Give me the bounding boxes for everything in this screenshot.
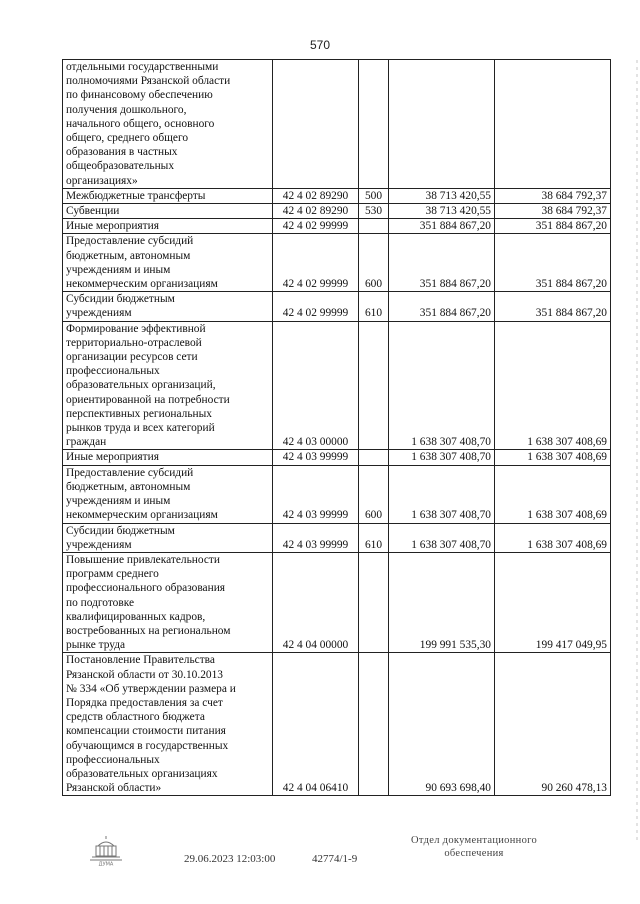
expense-type-cell: 500 [359, 188, 389, 203]
budget-table [62, 59, 611, 796]
item-name-cell [63, 321, 273, 450]
amount-2025-cell: 351 884 867,20 [495, 234, 611, 292]
amount-2025-cell [495, 60, 611, 189]
item-name-cell [63, 204, 273, 219]
item-name-line: бюджетным, автономным [66, 480, 191, 493]
item-name-line: учреждениям и иным [66, 263, 171, 276]
expense-type-cell: 600 [359, 465, 389, 523]
item-name-line: обучающимся в государственных [66, 739, 229, 752]
item-name-line: Субвенции [66, 205, 120, 218]
table-row [63, 321, 611, 450]
item-name-line: некоммерческим организациям [66, 278, 218, 291]
budget-code-cell: 42 4 02 99999 [273, 219, 359, 234]
table-row [63, 188, 611, 203]
footer-date: 29.06.2023 12:03:00 [184, 853, 276, 865]
budget-table-body [63, 60, 611, 796]
item-name-line: бюджетным, автономным [66, 249, 191, 262]
item-name-line: некоммерческим организациям [66, 509, 218, 522]
amount-2024-cell: 1 638 307 408,70 [389, 523, 495, 552]
amount-2025-cell: 351 884 867,20 [495, 219, 611, 234]
budget-code-cell: 42 4 02 99999 [273, 234, 359, 292]
amount-2024-cell: 351 884 867,20 [389, 219, 495, 234]
item-name-cell [63, 234, 273, 292]
amount-2024-cell: 38 713 420,55 [389, 204, 495, 219]
item-name-line: Предоставление субсидий [66, 466, 194, 479]
stamp-line-2: обеспечения [444, 848, 504, 859]
duma-logo-icon [86, 836, 126, 866]
budget-code-cell: 42 4 02 89290 [273, 204, 359, 219]
item-name-line: полномочиями Рязанской области [66, 75, 231, 88]
item-name-line: профессионального образования [66, 582, 226, 595]
item-name-line: Рязанской области от 30.10.2013 [66, 668, 223, 681]
item-name-cell [63, 219, 273, 234]
item-name-line: образования в частных [66, 146, 178, 159]
item-name-line: по подготовке [66, 596, 135, 609]
item-name-line: программ среднего [66, 568, 159, 581]
item-name-line: учреждениям [66, 307, 132, 320]
item-name-line: Межбюджетные трансферты [66, 189, 206, 202]
item-name-line: Иные мероприятия [66, 220, 159, 233]
budget-code-cell: 42 4 04 06410 [273, 653, 359, 796]
item-name-line: образовательных организаций, [66, 379, 216, 392]
table-row [63, 653, 611, 796]
item-name-line: компенсации стоимости питания [66, 725, 226, 738]
amount-2025-cell: 351 884 867,20 [495, 292, 611, 321]
item-name-cell [63, 523, 273, 552]
item-name-line: Субсидии бюджетным [66, 524, 175, 537]
amount-2024-cell: 90 693 698,40 [389, 653, 495, 796]
item-name-line: образовательных организациях [66, 767, 218, 780]
item-name-line: граждан [66, 436, 107, 449]
item-name-line: рынков труда и всех категорий [66, 422, 215, 435]
amount-2024-cell: 1 638 307 408,70 [389, 450, 495, 465]
item-name-line: квалифицированных кадров, [66, 610, 206, 623]
amount-2025-cell: 38 684 792,37 [495, 188, 611, 203]
expense-type-cell [359, 450, 389, 465]
item-name-cell [63, 292, 273, 321]
expense-type-cell: 610 [359, 523, 389, 552]
item-name-cell [63, 60, 273, 189]
amount-2025-cell: 1 638 307 408,69 [495, 465, 611, 523]
amount-2025-cell: 1 638 307 408,69 [495, 321, 611, 450]
item-name-line: Субсидии бюджетным [66, 293, 175, 306]
amount-2025-cell: 1 638 307 408,69 [495, 523, 611, 552]
item-name-line: Иные мероприятия [66, 451, 159, 464]
budget-code-cell: 42 4 03 99999 [273, 465, 359, 523]
item-name-line: организации ресурсов сети [66, 351, 198, 364]
table-row [63, 450, 611, 465]
department-stamp [404, 834, 544, 860]
page-number: 570 [309, 38, 331, 52]
amount-2024-cell [389, 60, 495, 189]
amount-2025-cell: 38 684 792,37 [495, 204, 611, 219]
item-name-line: территориально-отраслевой [66, 336, 202, 349]
item-name-cell [63, 552, 273, 652]
amount-2024-cell: 1 638 307 408,70 [389, 465, 495, 523]
item-name-line: начального общего, основного [66, 117, 215, 130]
item-name-line: Рязанской области» [66, 782, 162, 795]
expense-type-cell [359, 653, 389, 796]
expense-type-cell: 600 [359, 234, 389, 292]
item-name-line: профессиональных [66, 365, 160, 378]
amount-2024-cell: 38 713 420,55 [389, 188, 495, 203]
item-name-cell [63, 465, 273, 523]
table-row [63, 60, 611, 189]
item-name-line: Предоставление субсидий [66, 235, 194, 248]
expense-type-cell [359, 552, 389, 652]
budget-code-cell: 42 4 03 99999 [273, 450, 359, 465]
stamp-line-1: Отдел документационного [410, 835, 538, 846]
table-row [63, 292, 611, 321]
item-name-cell [63, 653, 273, 796]
item-name-line: Формирование эффективной [66, 322, 206, 335]
amount-2025-cell: 1 638 307 408,69 [495, 450, 611, 465]
item-name-line: средств областного бюджета [66, 711, 205, 724]
amount-2024-cell: 351 884 867,20 [389, 292, 495, 321]
budget-code-cell: 42 4 03 99999 [273, 523, 359, 552]
item-name-line: № 334 «Об утверждении размера и [66, 682, 236, 695]
item-name-line: Постановление Правительства [66, 654, 215, 667]
item-name-line: организациях» [66, 174, 138, 187]
item-name-line: учреждениям и иным [66, 495, 171, 508]
expense-type-cell: 610 [359, 292, 389, 321]
item-name-line: Порядка предоставления за счет [66, 696, 223, 709]
item-name-line: общего, среднего общего [66, 132, 189, 145]
amount-2025-cell: 199 417 049,95 [495, 552, 611, 652]
expense-type-cell [359, 321, 389, 450]
item-name-line: получения дошкольного, [66, 103, 187, 116]
item-name-line: Повышение привлекательности [66, 553, 220, 566]
item-name-cell [63, 450, 273, 465]
scan-edge-mark [636, 60, 638, 840]
budget-code-cell: 42 4 03 00000 [273, 321, 359, 450]
item-name-line: по финансовому обеспечению [66, 89, 213, 102]
expense-type-cell [359, 60, 389, 189]
item-name-line: востребованных на региональном [66, 624, 231, 637]
item-name-line: перспективных региональных [66, 407, 212, 420]
expense-type-cell: 530 [359, 204, 389, 219]
table-row [63, 234, 611, 292]
expense-type-cell [359, 219, 389, 234]
amount-2025-cell: 90 260 478,13 [495, 653, 611, 796]
item-name-line: общеобразовательных [66, 160, 175, 173]
item-name-line: профессиональных [66, 753, 160, 766]
footer-doc-number: 42774/1-9 [312, 853, 358, 865]
amount-2024-cell: 351 884 867,20 [389, 234, 495, 292]
item-name-cell [63, 188, 273, 203]
budget-code-cell [273, 60, 359, 189]
amount-2024-cell: 199 991 535,30 [389, 552, 495, 652]
budget-code-cell: 42 4 02 99999 [273, 292, 359, 321]
item-name-line: ориентированной на потребности [66, 393, 230, 406]
table-row [63, 465, 611, 523]
table-row [63, 523, 611, 552]
table-row [63, 204, 611, 219]
svg-text:ДУМА: ДУМА [98, 861, 114, 866]
item-name-line: рынке труда [66, 639, 126, 652]
table-row [63, 552, 611, 652]
item-name-line: учреждениям [66, 538, 132, 551]
budget-code-cell: 42 4 04 00000 [273, 552, 359, 652]
table-row [63, 219, 611, 234]
amount-2024-cell: 1 638 307 408,70 [389, 321, 495, 450]
item-name-line: отдельными государственными [66, 61, 219, 73]
budget-code-cell: 42 4 02 89290 [273, 188, 359, 203]
